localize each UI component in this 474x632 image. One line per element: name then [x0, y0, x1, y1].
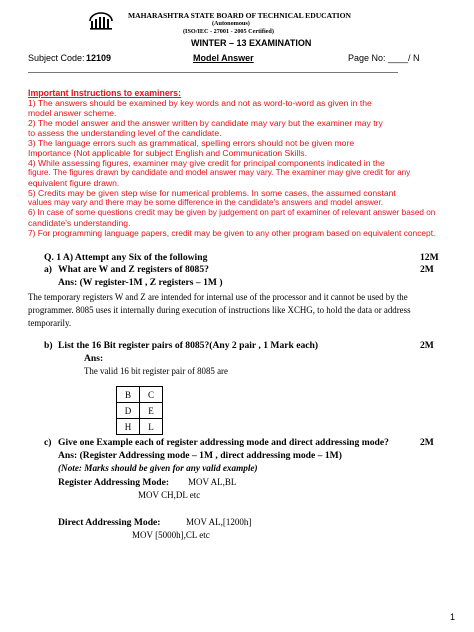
autonomous-label: (Autonomous): [212, 20, 250, 27]
instruction-line: values may vary and there may be some difference in the candidate's answers and model answer.: [28, 198, 384, 207]
qb-answer-text: The valid 16 bit register pair of 8085 are: [84, 366, 228, 376]
qa-answer-line: temporarily.: [28, 318, 72, 328]
instruction-line: 7) For programming language papers, credit may be given to any other program based on equivalent concept.: [28, 228, 436, 238]
exam-title: WINTER – 13 EXAMINATION: [191, 38, 312, 48]
page-number: 1: [450, 612, 456, 622]
register-cell: E: [140, 403, 163, 419]
qc-marks: 2M: [420, 437, 434, 448]
qa-answer-label: Ans: (W register-1M , Z registers – 1M ): [58, 277, 223, 288]
instruction-line: 2) The model answer and the answer written by candidate may vary but the examiner may try: [28, 118, 383, 128]
register-mode-label: Register Addressing Mode:: [58, 477, 170, 488]
page-number-field: Page No: ____/ N: [348, 53, 420, 63]
instruction-line: 4) While assessing figures, examiner may give credit for principal components indicated in the: [28, 158, 385, 168]
qa-answer-line: The temporary registers W and Z are intended for internal use of the processor and it cannot be used by the: [28, 292, 408, 302]
qc-question: Give one Example each of register addressing mode and direct addressing mode?: [58, 437, 389, 448]
model-answer-title: Model Answer: [193, 53, 254, 63]
qc-answer-label: Ans: (Register Addressing mode – 1M , direct addressing mode – 1M): [58, 450, 342, 461]
q1-heading: Q. 1 A) Attempt any Six of the following: [44, 252, 208, 263]
header-divider: [28, 72, 398, 73]
direct-mode-label: Direct Addressing Mode:: [58, 517, 161, 528]
table-row: [117, 387, 163, 403]
instruction-line: 3) The language errors such as grammatical, spelling errors should not be given more: [28, 138, 355, 148]
register-pair-table: [116, 386, 163, 435]
instructions-title: Important Instructions to examiners:: [28, 88, 181, 98]
iso-certification: (ISO/IEC - 27001 - 2005 Certified): [183, 28, 274, 35]
instruction-line: model answer scheme.: [28, 108, 117, 118]
qc-note: (Note: Marks should be given for any valid example): [58, 463, 258, 473]
qb-marks: 2M: [420, 340, 434, 351]
register-cell: H: [117, 419, 140, 435]
register-cell: B: [117, 387, 140, 403]
instruction-line: 5) Credits may be given step wise for numerical problems. In some cases, the assumed constant: [28, 188, 396, 198]
msbte-logo: [88, 12, 114, 30]
instruction-line: figure. The figures drawn by candidate and model answer may vary. The examiner may give credit for any: [28, 168, 411, 177]
qa-question: What are W and Z registers of 8085?: [58, 264, 209, 275]
register-mode-example: MOV CH,DL etc: [138, 490, 201, 500]
instruction-line: 6) In case of some questions credit may be given by judgement on part of examiner of relevant answer based on: [28, 208, 436, 217]
subject-code-label: Subject Code:: [28, 53, 85, 63]
qa-label: a): [44, 264, 52, 275]
direct-mode-example: MOV [5000h],CL etc: [132, 530, 210, 540]
instruction-line: Importance (Not applicable for subject English and Communication Skills.: [28, 148, 307, 158]
qb-answer-label: Ans:: [84, 353, 104, 364]
qb-question: List the 16 Bit register pairs of 8085?(Any 2 pair , 1 Mark each): [58, 340, 319, 351]
qa-marks: 2M: [420, 264, 434, 275]
register-cell: C: [140, 387, 163, 403]
qc-label: c): [44, 437, 52, 448]
subject-code: 12109: [86, 53, 112, 63]
register-cell: L: [140, 419, 163, 435]
qb-label: b): [44, 340, 53, 351]
register-cell: D: [117, 403, 140, 419]
q1-marks: 12M: [420, 252, 439, 263]
register-mode-example: MOV AL,BL: [188, 477, 237, 487]
qa-answer-line: programmer. 8085 uses it internally during execution of instructions like XCHG, to hold the data or address: [28, 305, 411, 315]
direct-mode-example: MOV AL,[1200h]: [186, 517, 252, 527]
table-row: [117, 419, 163, 435]
board-name: MAHARASHTRA STATE BOARD OF TECHNICAL EDUCATION: [128, 11, 351, 20]
instruction-line: equivalent figure drawn.: [28, 178, 120, 188]
table-row: [117, 403, 163, 419]
instruction-line: candidate's understanding.: [28, 218, 131, 228]
instruction-line: to assess the understanding level of the candidate.: [28, 128, 222, 138]
instruction-line: 1) The answers should be examined by key words and not as word-to-word as given in the: [28, 98, 372, 108]
